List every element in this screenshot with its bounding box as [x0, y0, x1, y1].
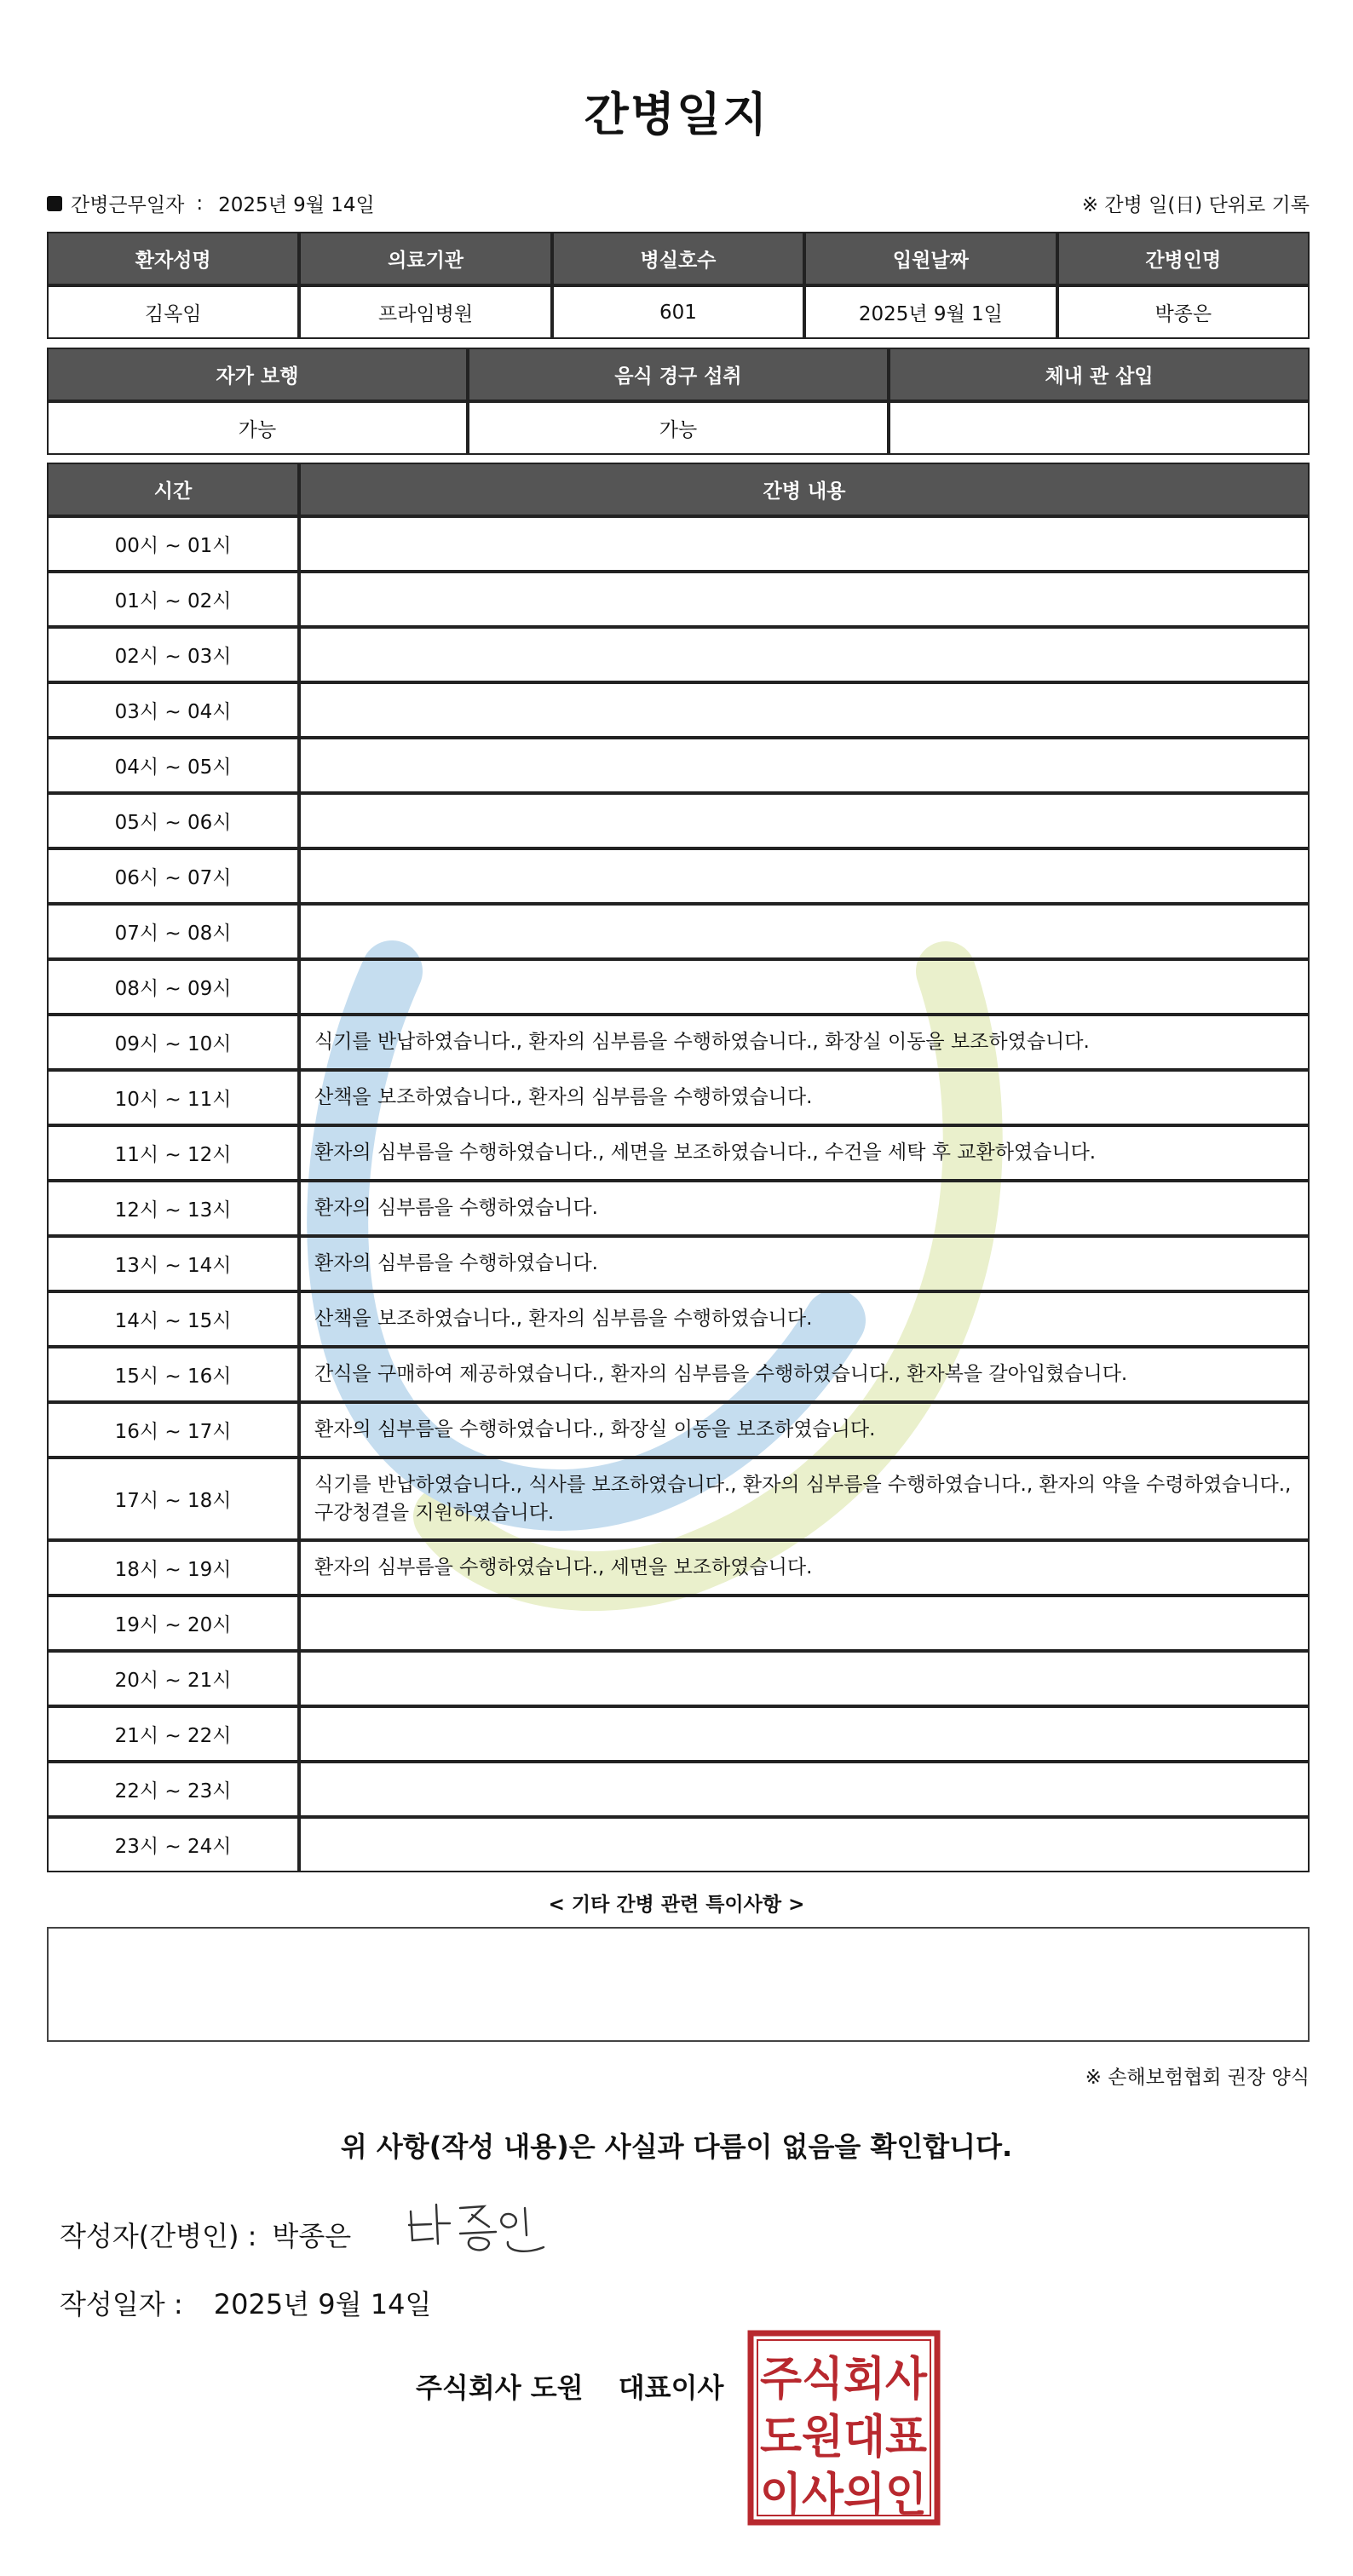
care-log-content: [299, 627, 1310, 682]
care-log-row: [47, 904, 1310, 959]
header-admission-date: 입원날짜: [804, 232, 1056, 285]
care-log-content: [299, 904, 1310, 959]
care-log-time: 00시 ~ 01시: [47, 516, 299, 572]
admission-date-value: 2025년 9월 1일: [804, 285, 1056, 339]
care-log-time: 18시 ~ 19시: [47, 1540, 299, 1596]
care-log-content: 환자의 심부름을 수행하였습니다., 세면을 보조하였습니다., 수건을 세탁 후 교환하였습니다.: [299, 1125, 1310, 1181]
care-log-content: [299, 682, 1310, 738]
care-log-content: [299, 1596, 1310, 1651]
care-log-time: 11시 ~ 12시: [47, 1125, 299, 1181]
header-tube-insertion: 체내 관 삽입: [889, 348, 1310, 401]
daily-record-note: ※ 간병 일(日) 단위로 기록: [1081, 194, 1310, 216]
care-log-row: [47, 682, 1310, 738]
care-log-row: [47, 1651, 1310, 1706]
room-number-value: 601: [552, 285, 804, 339]
patient-name-value: 김옥임: [47, 285, 299, 339]
header-oral-intake: 음식 경구 섭취: [468, 348, 889, 401]
header-care-content: 간병 내용: [299, 463, 1310, 516]
care-log-row: [47, 572, 1310, 627]
care-log-time: 04시 ~ 05시: [47, 738, 299, 793]
care-log-time: 07시 ~ 08시: [47, 904, 299, 959]
care-log-time: 17시 ~ 18시: [47, 1458, 299, 1540]
seal-text-line: 주식회사: [760, 2352, 928, 2406]
care-log-row: [47, 959, 1310, 1015]
care-log-content: [299, 1817, 1310, 1872]
care-log-content: 환자의 심부름을 수행하였습니다., 화장실 이동을 보조하였습니다.: [299, 1402, 1310, 1458]
hospital-value: 프라임병원: [299, 285, 551, 339]
care-log-time: 12시 ~ 13시: [47, 1181, 299, 1236]
care-log-row: [47, 848, 1310, 904]
company-name: 주식회사 도원: [416, 2372, 584, 2404]
care-log-time: 20시 ~ 21시: [47, 1651, 299, 1706]
care-log-row: [47, 793, 1310, 848]
writer-label: 작성자(간병인) :: [60, 2220, 257, 2252]
confirmation-statement: 위 사항(작성 내용)은 사실과 다름이 없음을 확인합니다.: [340, 2130, 1013, 2163]
care-log-row: [47, 1291, 1310, 1347]
care-log-time: 03시 ~ 04시: [47, 682, 299, 738]
care-log-row: [47, 1181, 1310, 1236]
written-date-value: 2025년 9월 14일: [213, 2288, 432, 2320]
special-notes-box: [47, 1927, 1310, 2042]
header-self-walking: 자가 보행: [47, 348, 468, 401]
care-log-body: [47, 516, 1310, 1872]
care-log-row: [47, 1347, 1310, 1402]
patient-ability-table: [47, 348, 1310, 455]
care-log-content: [299, 572, 1310, 627]
care-log-row: [47, 1540, 1310, 1596]
header-room-number: 병실호수: [552, 232, 804, 285]
care-log-row: [47, 516, 1310, 572]
care-log-content: 환자의 심부름을 수행하였습니다., 세면을 보조하였습니다.: [299, 1540, 1310, 1596]
page-title: 간병일지: [584, 88, 769, 141]
care-log-row: [47, 627, 1310, 682]
care-log-content: 식기를 반납하였습니다., 환자의 심부름을 수행하였습니다., 화장실 이동을 보조하였습니다.: [299, 1015, 1310, 1070]
ability-header-row: [47, 348, 1310, 401]
care-log-row: [47, 1402, 1310, 1458]
care-log-content: [299, 1706, 1310, 1762]
care-log-row: [47, 1706, 1310, 1762]
care-log-content: [299, 1651, 1310, 1706]
header-hospital: 의료기관: [299, 232, 551, 285]
header-patient-name: 환자성명: [47, 232, 299, 285]
care-log-time: 10시 ~ 11시: [47, 1070, 299, 1125]
patient-info-header-row: [47, 232, 1310, 285]
work-date-separator: :: [196, 192, 204, 215]
care-log-content: [299, 848, 1310, 904]
company-representative-title: 대표이사: [618, 2372, 724, 2404]
care-log-time: 05시 ~ 06시: [47, 793, 299, 848]
handwritten-signature: [400, 2196, 554, 2264]
care-log-header-row: [47, 463, 1310, 516]
care-log-row: [47, 738, 1310, 793]
header-time: 시간: [47, 463, 299, 516]
signature-stroke-1: [409, 2205, 450, 2244]
care-log-row: [47, 1596, 1310, 1651]
care-log-time: 08시 ~ 09시: [47, 959, 299, 1015]
work-date-label: 간병근무일자: [71, 194, 185, 216]
care-log-content: [299, 738, 1310, 793]
care-log-row: [47, 1070, 1310, 1125]
written-date-line: [60, 2283, 431, 2322]
care-log-time: 15시 ~ 16시: [47, 1347, 299, 1402]
care-log-content: [299, 959, 1310, 1015]
company-seal-stamp: [747, 2330, 941, 2526]
care-log-time: 13시 ~ 14시: [47, 1236, 299, 1291]
patient-info-table: [47, 232, 1310, 339]
care-log-content: 산책을 보조하였습니다., 환자의 심부름을 수행하였습니다.: [299, 1291, 1310, 1347]
oral-intake-value: 가능: [468, 401, 889, 455]
care-log-row: [47, 1015, 1310, 1070]
form-source-note: ※ 손해보험협회 권장 양식: [1085, 2067, 1310, 2089]
signature-stroke-2: [460, 2206, 496, 2250]
care-log-row: [47, 1236, 1310, 1291]
care-log-content: 산책을 보조하였습니다., 환자의 심부름을 수행하였습니다.: [299, 1070, 1310, 1125]
care-log-content: 식기를 반납하였습니다., 식사를 보조하였습니다., 환자의 심부름을 수행하였습니다., 환자의 약을 수령하였습니다., 구강청결을 지원하였습니다.: [299, 1458, 1310, 1540]
care-log-time: 22시 ~ 23시: [47, 1762, 299, 1817]
care-log-time: 06시 ~ 07시: [47, 848, 299, 904]
care-log-row: [47, 1817, 1310, 1872]
work-date-info: [47, 189, 375, 217]
care-log-content: [299, 516, 1310, 572]
special-notes-title: < 기타 간병 관련 특이사항 >: [548, 1894, 805, 1916]
care-log-content: 간식을 구매하여 제공하였습니다., 환자의 심부름을 수행하였습니다., 환자복을 갈아입혔습니다.: [299, 1347, 1310, 1402]
care-log-time: 16시 ~ 17시: [47, 1402, 299, 1458]
company-line: [416, 2366, 723, 2406]
tube-insertion-value: [889, 401, 1310, 455]
care-log-time: 19시 ~ 20시: [47, 1596, 299, 1651]
care-log-row: [47, 1458, 1310, 1540]
caregiver-name-value: 박종은: [1057, 285, 1310, 339]
care-log-content: [299, 793, 1310, 848]
care-log-content: 환자의 심부름을 수행하였습니다.: [299, 1181, 1310, 1236]
care-log-table: [47, 463, 1310, 1872]
care-log-time: 23시 ~ 24시: [47, 1817, 299, 1872]
care-log-time: 21시 ~ 22시: [47, 1706, 299, 1762]
ability-value-row: [47, 401, 1310, 455]
care-log-row: [47, 1125, 1310, 1181]
signature-stroke-3: [501, 2208, 544, 2251]
care-log-time: 14시 ~ 15시: [47, 1291, 299, 1347]
care-log-time: 02시 ~ 03시: [47, 627, 299, 682]
seal-text-line: 이사의인: [760, 2468, 927, 2521]
care-log-content: 환자의 심부름을 수행하였습니다.: [299, 1236, 1310, 1291]
care-log-time: 09시 ~ 10시: [47, 1015, 299, 1070]
seal-text-line: 도원대표: [760, 2410, 927, 2464]
work-date-row: [47, 189, 1310, 220]
care-log-time: 01시 ~ 02시: [47, 572, 299, 627]
work-date-value: 2025년 9월 14일: [218, 194, 375, 216]
self-walking-value: 가능: [47, 401, 468, 455]
patient-info-value-row: [47, 285, 1310, 339]
care-log-content: [299, 1762, 1310, 1817]
care-log-row: [47, 1762, 1310, 1817]
writer-line: [60, 2215, 351, 2254]
square-bullet-icon: [47, 196, 62, 211]
writer-name: 박종은: [272, 2220, 352, 2252]
header-caregiver-name: 간병인명: [1057, 232, 1310, 285]
written-date-label: 작성일자 :: [60, 2288, 183, 2320]
